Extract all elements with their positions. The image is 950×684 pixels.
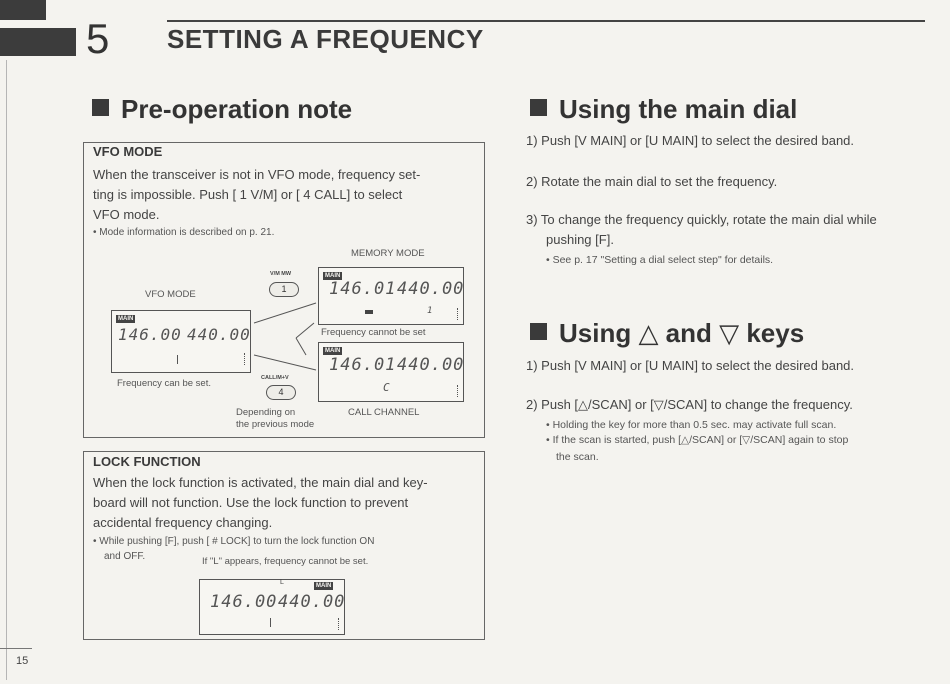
lock-caption: If "L" appears, frequency cannot be set. (202, 556, 369, 567)
keys-step-1: 1) Push [V MAIN] or [U MAIN] to select the desired band. (526, 358, 855, 373)
main-dial-step-3-cont: pushing [F]. (546, 232, 614, 247)
vm-key-number: 1 (281, 284, 287, 294)
main-dial-step-1: 1) Push [V MAIN] or [U MAIN] to select the desired band. (526, 133, 855, 148)
call-channel-indicator: C (383, 381, 391, 394)
section-title-text: Using △ and ▽ keys (559, 318, 805, 348)
lcd-segment (270, 618, 271, 627)
vm-key-label: V/M MW (270, 271, 292, 277)
section-bullet-icon (530, 99, 547, 116)
lock-function-title: LOCK FUNCTION (93, 454, 201, 469)
memory-mode-label: MEMORY MODE (351, 248, 425, 259)
lock-text-line: When the lock function is activated, the main dial and key- (93, 475, 428, 490)
main-dial-step-3: 3) To change the frequency quickly, rotate the main dial while (526, 212, 877, 227)
chapter-number: 5 (86, 15, 110, 62)
keys-note-3: the scan. (556, 451, 599, 463)
section-bullet-icon (92, 99, 109, 116)
vfo-text-line: VFO mode. (93, 207, 160, 222)
memory-lcd-freq-right: 440.00 (397, 279, 465, 299)
vfo-mode-title: VFO MODE (93, 144, 163, 159)
section-pre-operation-note (92, 94, 352, 125)
page-number-rule (0, 648, 32, 649)
vfo-text-line: When the transceiver is not in VFO mode, frequency set- (93, 167, 421, 182)
memory-channel-indicator: 1 (427, 306, 434, 316)
chapter-tab (0, 28, 76, 56)
lock-lcd-freq-left: 146.00 (210, 592, 278, 612)
lcd-segment (338, 618, 340, 630)
call-key-number: 4 (278, 387, 284, 397)
freq-cannot-be-set-caption: Frequency cannot be set (321, 327, 426, 338)
section-main-dial (530, 94, 797, 125)
call-key-label: CALL/M+V (261, 375, 289, 381)
memory-lcd-freq-left: 146.01 (329, 279, 397, 299)
lcd-main-badge: MAIN (325, 273, 341, 279)
lock-indicator: L (280, 579, 284, 586)
lock-lcd (199, 579, 345, 635)
keys-note-2: • If the scan is started, push [△/SCAN] or [▽/SCAN] again to stop (546, 434, 849, 446)
lcd-main-badge: MAIN (316, 583, 332, 589)
call-lcd-freq-right: 440.00 (397, 355, 465, 375)
lcd-main-badge: MAIN (325, 348, 341, 354)
lcd-main-badge: MAIN (118, 316, 134, 322)
section-bullet-icon (530, 323, 547, 340)
vfo-mode-box (83, 142, 485, 438)
lock-note-line1: • While pushing [F], push [ # LOCK] to turn the lock function ON (93, 536, 375, 547)
chapter-title: SETTING A FREQUENCY (167, 24, 484, 54)
keys-step-2: 2) Push [△/SCAN] or [▽/SCAN] to change the frequency. (526, 397, 853, 412)
mode-connector-lines (84, 143, 484, 437)
lock-text-line: accidental frequency changing. (93, 515, 273, 530)
page-number: 15 (16, 655, 29, 667)
header-rule (167, 20, 925, 22)
vfo-mode-label: VFO MODE (145, 289, 196, 300)
lock-text-line: board will not function. Use the lock function to prevent (93, 495, 409, 510)
lock-function-box (83, 451, 485, 640)
call-channel-label: CALL CHANNEL (348, 407, 420, 418)
lock-lcd-freq-right: 440.00 (278, 592, 346, 612)
main-dial-note: • See p. 17 "Setting a dial select step" for details. (546, 254, 774, 266)
page-edge-line (6, 60, 7, 680)
freq-can-be-set-caption: Frequency can be set. (117, 378, 211, 389)
vfo-lcd-freq-left: 146.00 (118, 325, 182, 344)
section-title-text: Using the main dial (559, 94, 798, 124)
vfo-mode-note: • Mode information is described on p. 21. (93, 227, 275, 238)
vfo-text-line: ting is impossible. Push [ 1 V/M] or [ 4 CALL] to select (93, 187, 403, 202)
depending-caption-line2: the previous mode (236, 419, 315, 430)
lock-note-line2: and OFF. (104, 551, 146, 562)
section-up-down-keys (530, 318, 804, 349)
main-dial-step-2: 2) Rotate the main dial to set the frequency. (526, 174, 778, 189)
vfo-lcd-freq-right: 440.00 (187, 325, 251, 344)
depending-caption-line1: Depending on (236, 407, 296, 418)
section-title-text: Pre-operation note (121, 94, 353, 124)
call-lcd-freq-left: 146.01 (329, 355, 397, 375)
keys-note-1: • Holding the key for more than 0.5 sec. may activate full scan. (546, 419, 837, 431)
chapter-tab-top (0, 0, 46, 20)
lock-function-text (93, 473, 481, 533)
